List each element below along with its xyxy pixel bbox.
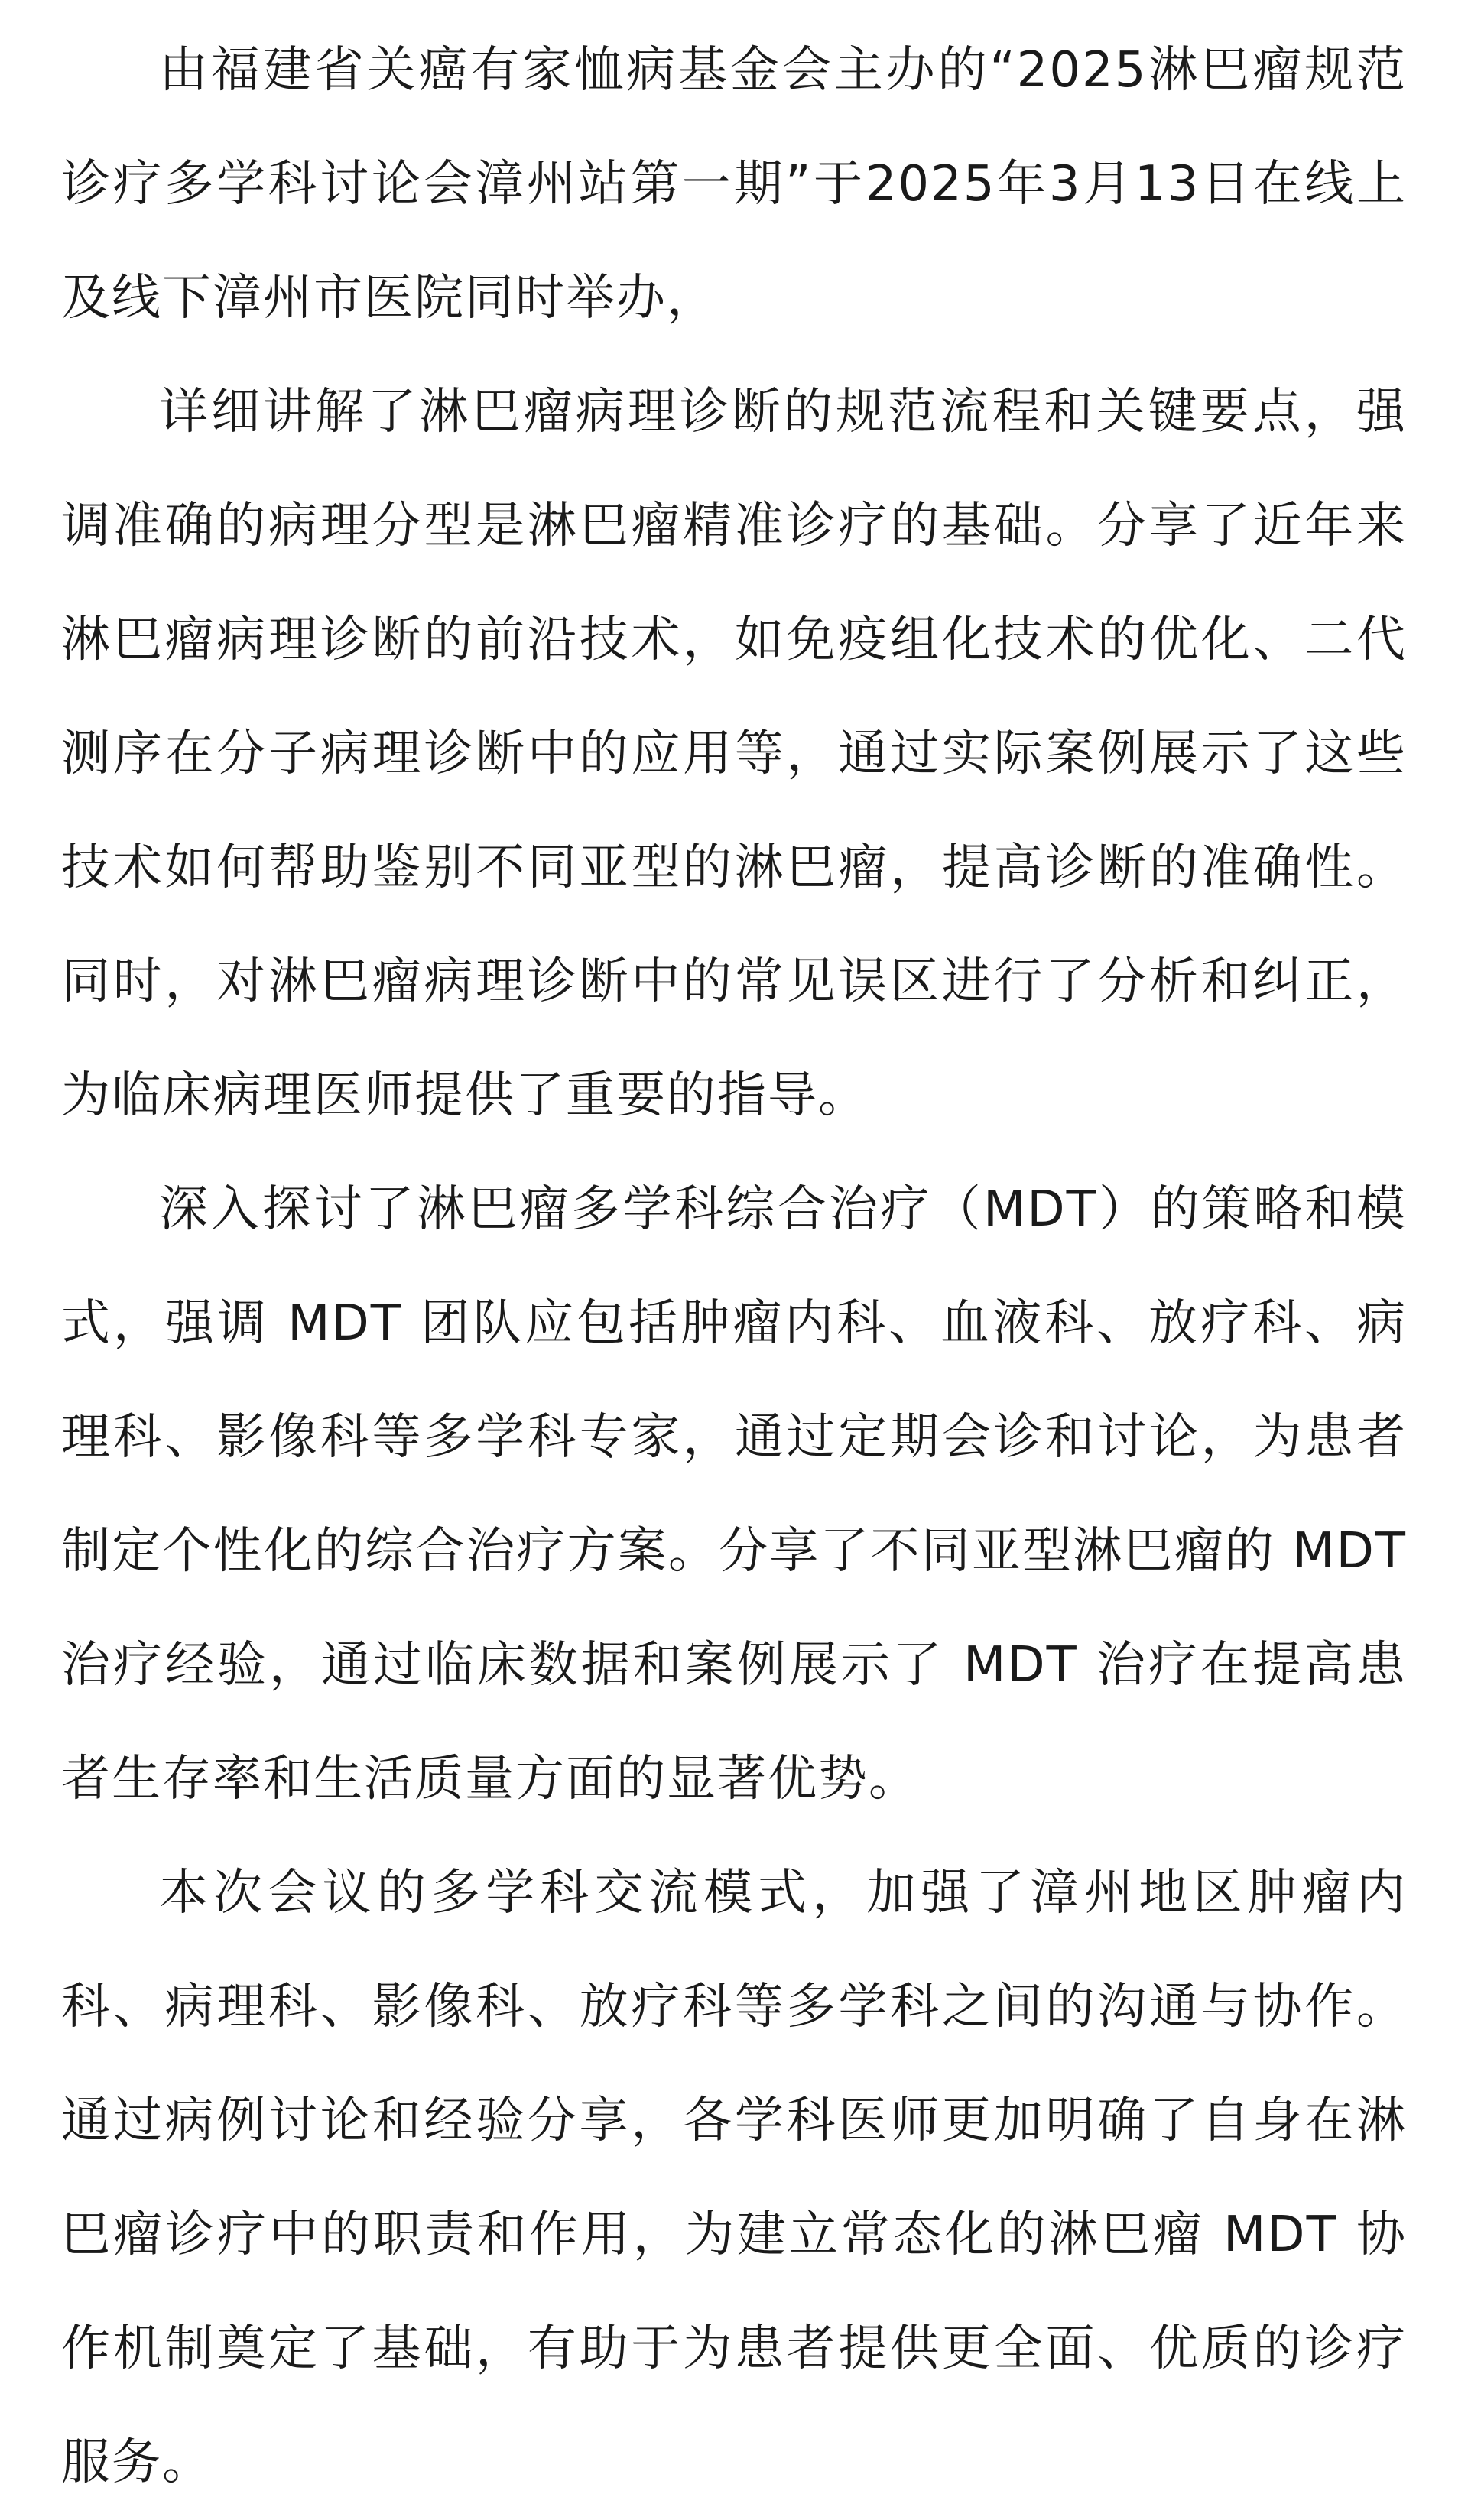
paragraph-pathology: 详细讲解了淋巴瘤病理诊断的规范流程和关键要点，强调准确的病理分型是淋巴瘤精准诊疗的基础。分享了近年来淋巴瘤病理诊断的前沿技术，如免疫组化技术的优化、二代测序在分子病理诊断中的应用等，通过实际案例展示了这些技术如何帮助鉴别不同亚型的淋巴瘤，提高诊断的准确性。同时，对淋巴瘤病理诊断中的常见误区进行了分析和纠正，为临床病理医师提供了重要的指导。 (61, 384, 1407, 1124)
article-body (61, 14, 1407, 2520)
paragraph-intro: 由福建省关癌有家恤病基金会主办的“2025淋巴瘤规范诊疗多学科讨论会漳州站第一期”于2025年3月13日在线上及线下漳州市医院同时举办， (61, 42, 1407, 326)
paragraph-summary: 本次会议的多学科交流模式，加强了漳州地区肿瘤内科、病理科、影像科、放疗科等多学科之间的沟通与协作。通过病例讨论和经验分享，各学科医师更加明确了自身在淋巴瘤诊疗中的职责和作用，为建立常态化的淋巴瘤 MDT 协作机制奠定了基础，有助于为患者提供更全面、优质的诊疗服务。 (61, 1865, 1407, 2491)
paragraph-mdt: 深入探讨了淋巴瘤多学科综合治疗（MDT）的策略和模式，强调 MDT 团队应包括肿瘤内科、血液科、放疗科、病理科、影像科等多学科专家，通过定期会诊和讨论，为患者制定个性化的综合治疗方案。分享了不同亚型淋巴瘤的 MDT 治疗经验，通过临床数据和案例展示了 MDT 治疗在提高患者生存率和生活质量方面的显著优势。 (61, 1181, 1407, 1807)
